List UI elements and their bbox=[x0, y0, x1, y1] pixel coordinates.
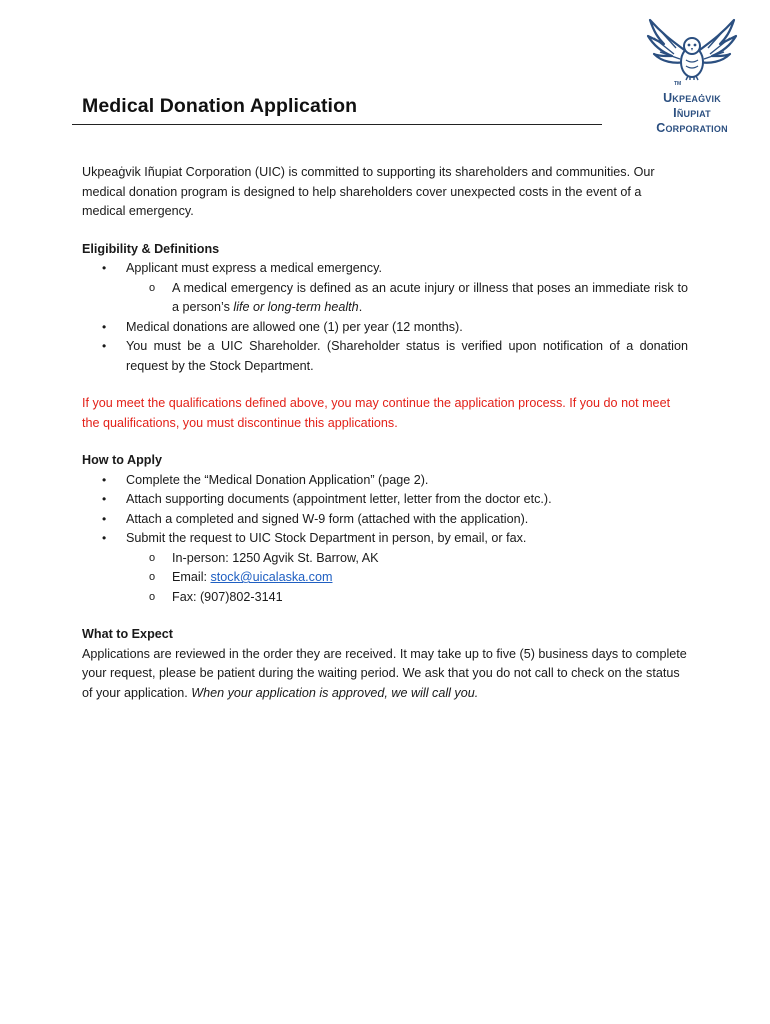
document-body bbox=[82, 163, 688, 703]
logo-line-3: Corporation bbox=[656, 121, 728, 135]
how-to-apply-list bbox=[82, 471, 688, 608]
list-item bbox=[82, 337, 688, 376]
fax-contact: o Fax: (907)802-3141 bbox=[126, 588, 688, 608]
approval-note: When your application is approved, we will call you. bbox=[191, 685, 479, 700]
eligibility-item-3: You must be a UIC Shareholder. (Shareholder status is verified upon notification of a donation request by the Stock Department. bbox=[126, 339, 688, 373]
page-title: Medical Donation Application bbox=[82, 95, 358, 117]
in-person-address: o In-person: 1250 Agvik St. Barrow, AK bbox=[126, 549, 688, 569]
eligibility-item-2: Medical donations are allowed one (1) per year (12 months). bbox=[126, 319, 463, 334]
emergency-definition: A medical emergency is defined as an acute injury or illness that poses an immediate risk to a person’s bbox=[172, 280, 688, 314]
intro-paragraph: Ukpeaġvik Iñupiat Corporation (UIC) is committed to supporting its shareholders and communities. Our medical donation program is designed to help shareholders cover unexpected costs in the event of a medical emergency. bbox=[82, 165, 655, 218]
how-to-apply-heading: How to Apply bbox=[82, 453, 162, 467]
owl-logo-icon bbox=[646, 16, 738, 82]
list-item: • Attach supporting documents (appointment letter, letter from the doctor etc.). bbox=[82, 490, 688, 510]
what-to-expect-heading: What to Expect bbox=[82, 627, 173, 641]
list-item bbox=[82, 259, 688, 318]
list-item: • Complete the “Medical Donation Application” (page 2). bbox=[82, 471, 688, 491]
email-link[interactable]: stock@uicalaska.com bbox=[210, 570, 333, 584]
list-item: • Submit the request to UIC Stock Department in person, by email, or fax. o In-person: 1250 Agvik St. Barrow, AK o Email: stock@uicalaska.com o Fax: (907)802-3141 bbox=[82, 529, 688, 607]
eligibility-list bbox=[82, 259, 688, 376]
email-contact: o Email: stock@uicalaska.com bbox=[126, 568, 688, 588]
eligibility-item-1: Applicant must express a medical emergency. bbox=[126, 261, 382, 275]
qualification-notice: If you meet the qualifications defined above, you may continue the application process. If you do not meet the qualifications, you must discontinue this applications. bbox=[82, 396, 671, 430]
contact-methods-list bbox=[126, 549, 688, 608]
title-underline bbox=[72, 124, 602, 125]
logo-wordmark bbox=[632, 91, 752, 136]
emergency-definition-emphasis: life or long-term health bbox=[233, 300, 359, 314]
eligibility-heading: Eligibility & Definitions bbox=[82, 241, 220, 256]
list-item: • Attach a completed and signed W-9 form (attached with the application). bbox=[82, 510, 688, 530]
list-item bbox=[82, 318, 688, 338]
company-logo bbox=[632, 16, 752, 140]
logo-line-1: Ukpeaġvik bbox=[663, 91, 721, 105]
trademark-mark: TM bbox=[674, 81, 682, 87]
list-item: o A medical emergency is defined as an acute injury or illness that poses an immediate risk to a person’s life or long-term health. bbox=[126, 279, 688, 318]
logo-line-2: Iñupiat bbox=[673, 106, 711, 120]
what-to-expect-paragraph: Applications are reviewed in the order they are received. It may take up to five (5) business days to complete your request, please be patient during the waiting period. We ask that you do not call to check on the status of your application. When your application is approved, we will call you. bbox=[82, 646, 687, 700]
eligibility-sublist bbox=[126, 279, 688, 318]
